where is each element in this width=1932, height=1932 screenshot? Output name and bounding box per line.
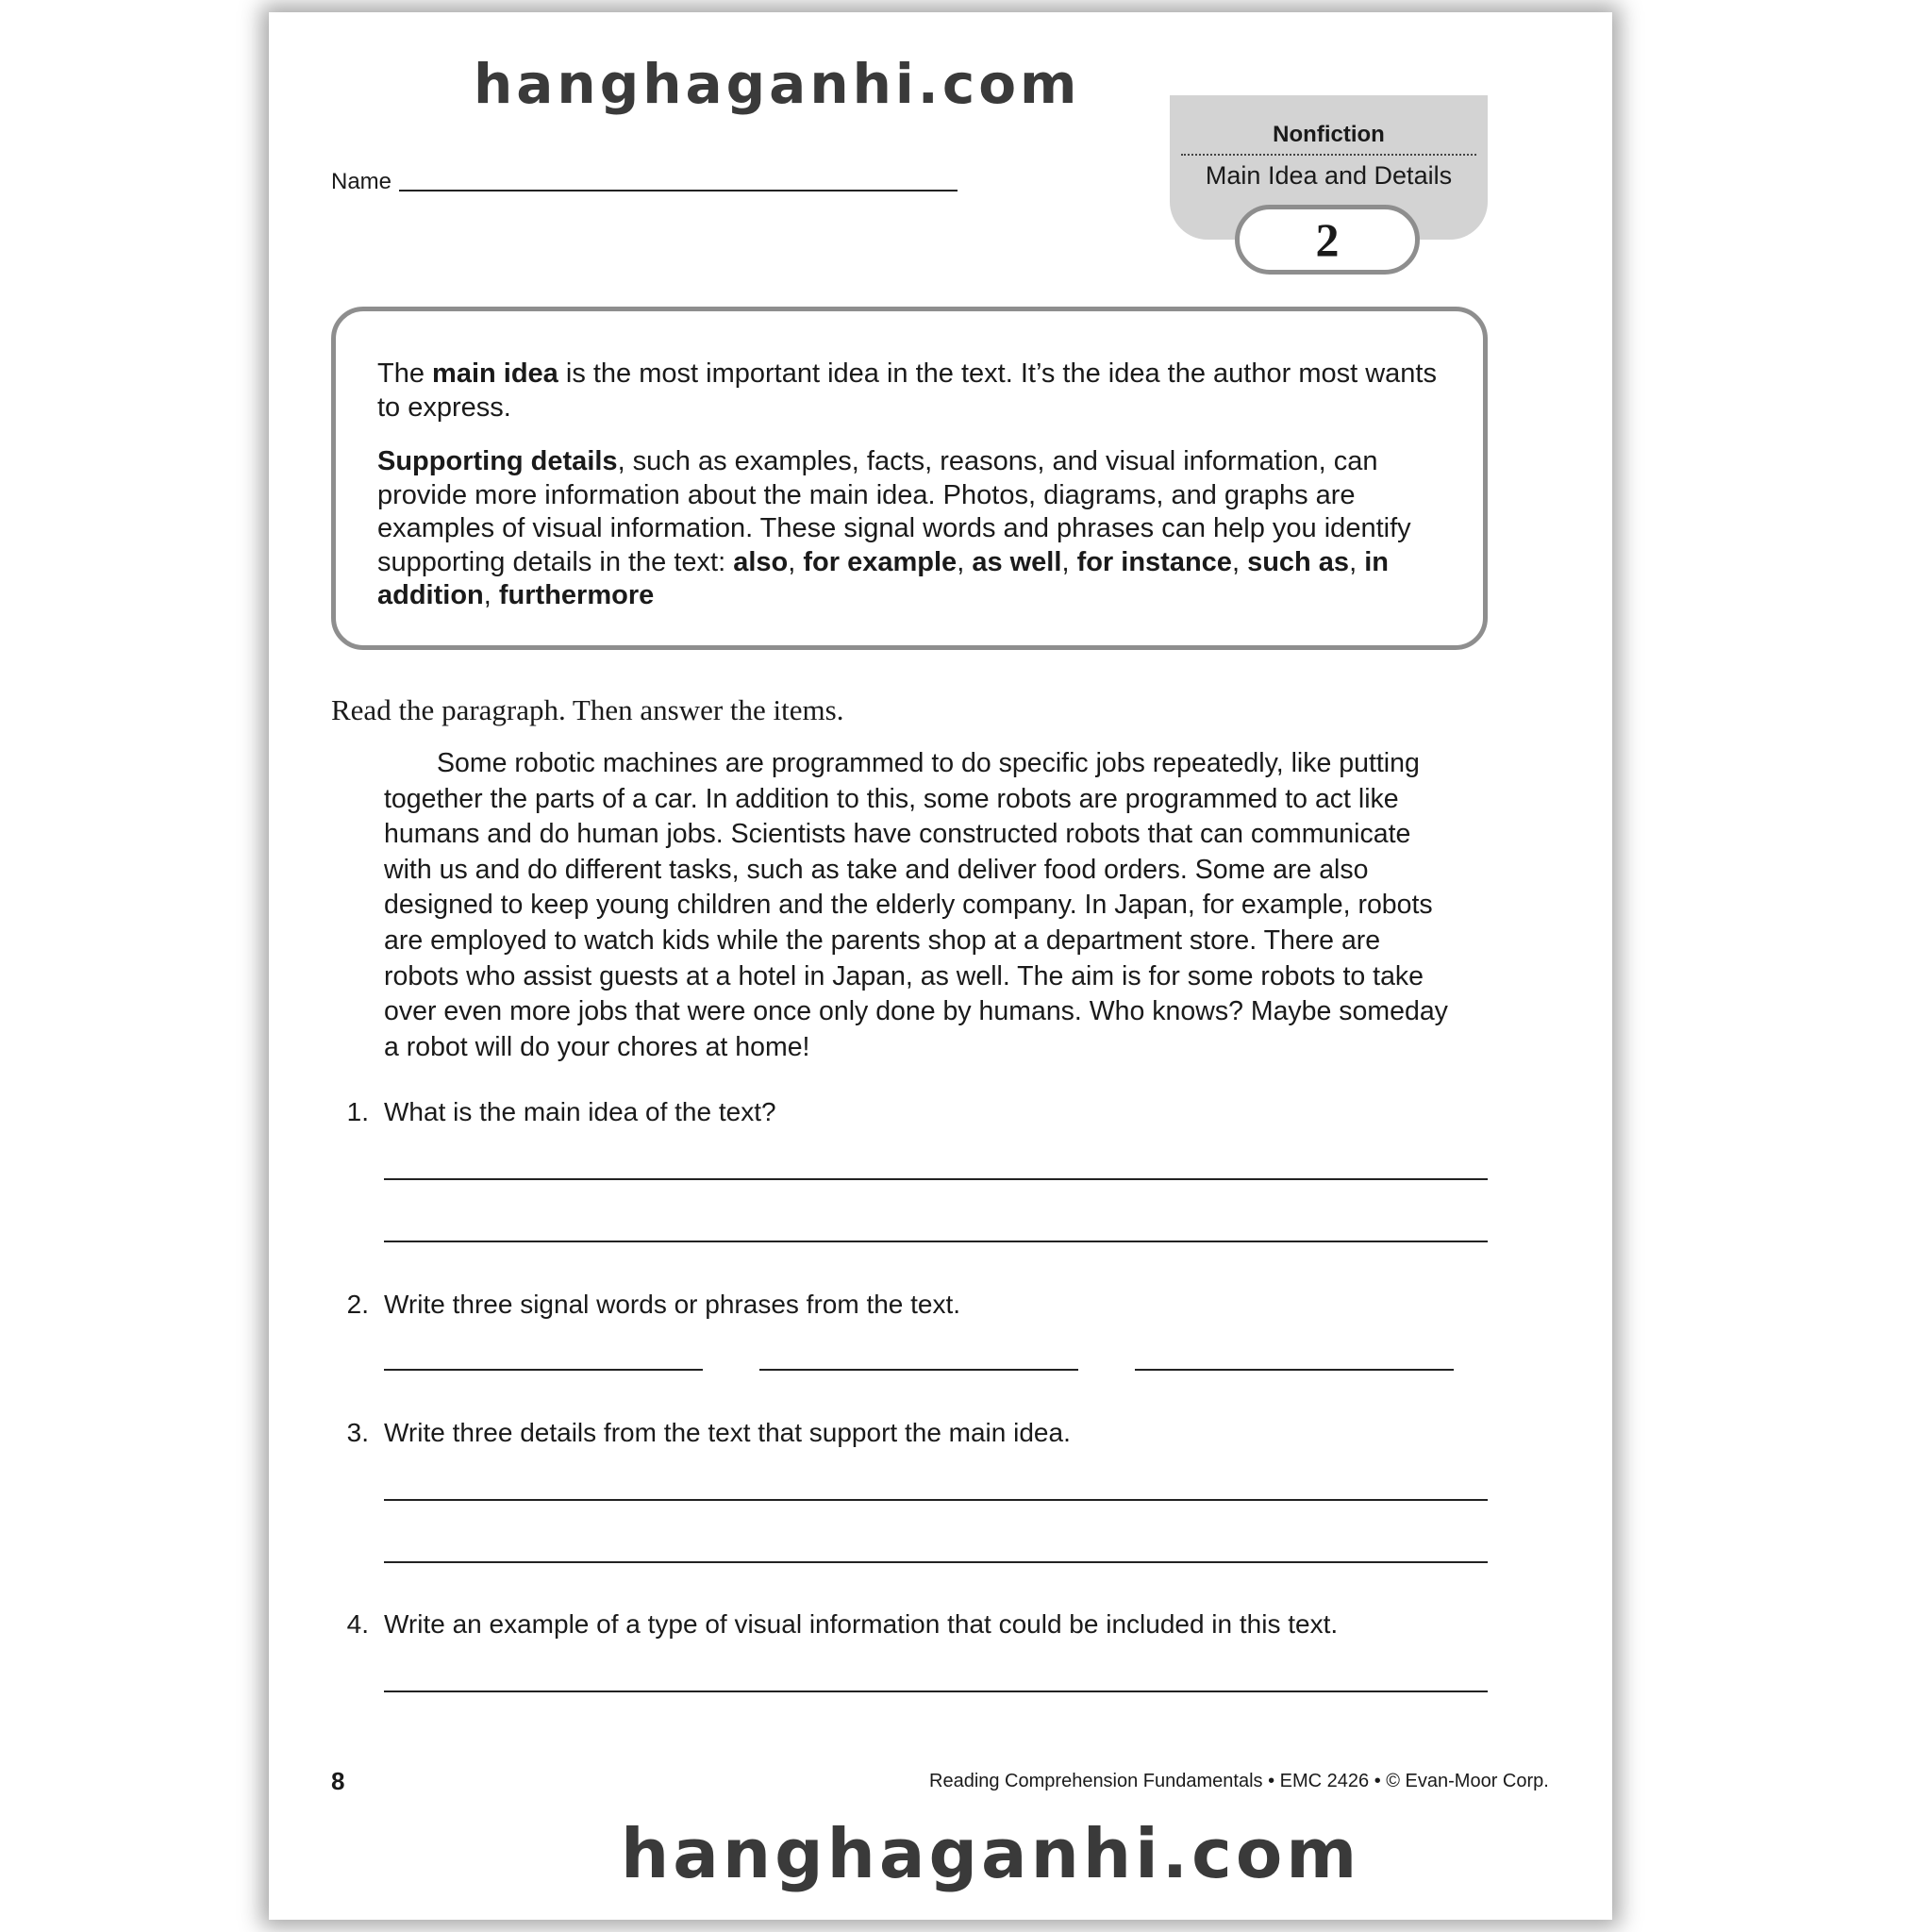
signal-word: as well [972,546,1062,577]
answer-line-2a[interactable] [384,1369,703,1371]
signal-word: also [733,546,789,577]
question-2-text: Write three signal words or phrases from the text. [384,1290,961,1319]
footer-credit: Reading Comprehension Fundamentals • EMC 2426 • © Evan-Moor Corp. [929,1771,1549,1791]
name-label: Name [331,169,392,194]
separator: , [1349,546,1365,577]
answer-line-1b[interactable] [384,1241,1488,1242]
def-text: , such as examples, facts, reasons, and visual information, can provide more information about the main idea. Photos, diagrams, and graphs are examples of visual information. These signal words and phrases can help you identify supporting details in the text: [377,446,1411,577]
def-text: is the most important idea in the text. It’s the idea the author most wants to express. [377,358,1437,423]
question-3-text: Write three details from the text that support the main idea. [384,1418,1071,1447]
signal-word: in addition [377,546,1389,610]
separator: , [788,546,804,577]
watermark-bottom: hanghaganhi.com [621,1814,1361,1893]
dotted-divider [1181,154,1476,156]
supporting-details-definition [377,445,1462,613]
reading-paragraph: Some robotic machines are programmed to do specific jobs repeatedly, like putting together the parts of a car. In addition to this, some robots are programmed to act like humans and do human jobs. Scientists have constructed robots that can communicate with us and do different tasks, such as take and deliver food orders. Some are also designed to keep young children and the elderly company. In Japan, for example, robots are employed to watch kids while the parents shop at a department store. There are robots who assist guests at a hotel in Japan, as well. The aim is for some robots to take over even more jobs that were once only done by humans. Who knows? Maybe someday a robot will do your chores at home! [384,748,1448,1062]
question-3-number: 3. [346,1418,369,1447]
signal-word: for instance [1076,546,1232,577]
def-text: The [377,358,433,389]
answer-line-4[interactable] [384,1690,1488,1692]
category-title: Nonfiction [1273,122,1385,147]
separator: , [483,580,499,610]
question-4-number: 4. [346,1609,369,1639]
separator: , [1061,546,1077,577]
worksheet-page [269,12,1612,1920]
term-main-idea: main idea [432,358,558,389]
answer-line-1a[interactable] [384,1178,1488,1180]
skill-title: Main Idea and Details [1205,161,1453,190]
answer-line-2b[interactable] [759,1369,1078,1371]
question-2-number: 2. [346,1290,369,1319]
unit-number-badge: 2 [1235,205,1420,275]
answer-line-3b[interactable] [384,1561,1488,1563]
main-idea-definition [377,358,1462,425]
question-4-text: Write an example of a type of visual information that could be included in this text. [384,1609,1339,1639]
question-1-number: 1. [346,1097,369,1126]
watermark-top: hanghaganhi.com [474,52,1081,116]
signal-word: such as [1247,546,1350,577]
separator: , [1231,546,1248,577]
instruction: Read the paragraph. Then answer the items. [331,693,844,726]
name-line[interactable] [399,190,958,192]
answer-line-2c[interactable] [1135,1369,1454,1371]
separator: , [957,546,973,577]
answer-line-3a[interactable] [384,1499,1488,1501]
question-1-text: What is the main idea of the text? [384,1097,776,1126]
page-number: 8 [331,1767,345,1795]
signal-word: furthermore [498,580,655,610]
signal-word: for example [803,546,958,577]
term-supporting-details: Supporting details [377,446,618,476]
